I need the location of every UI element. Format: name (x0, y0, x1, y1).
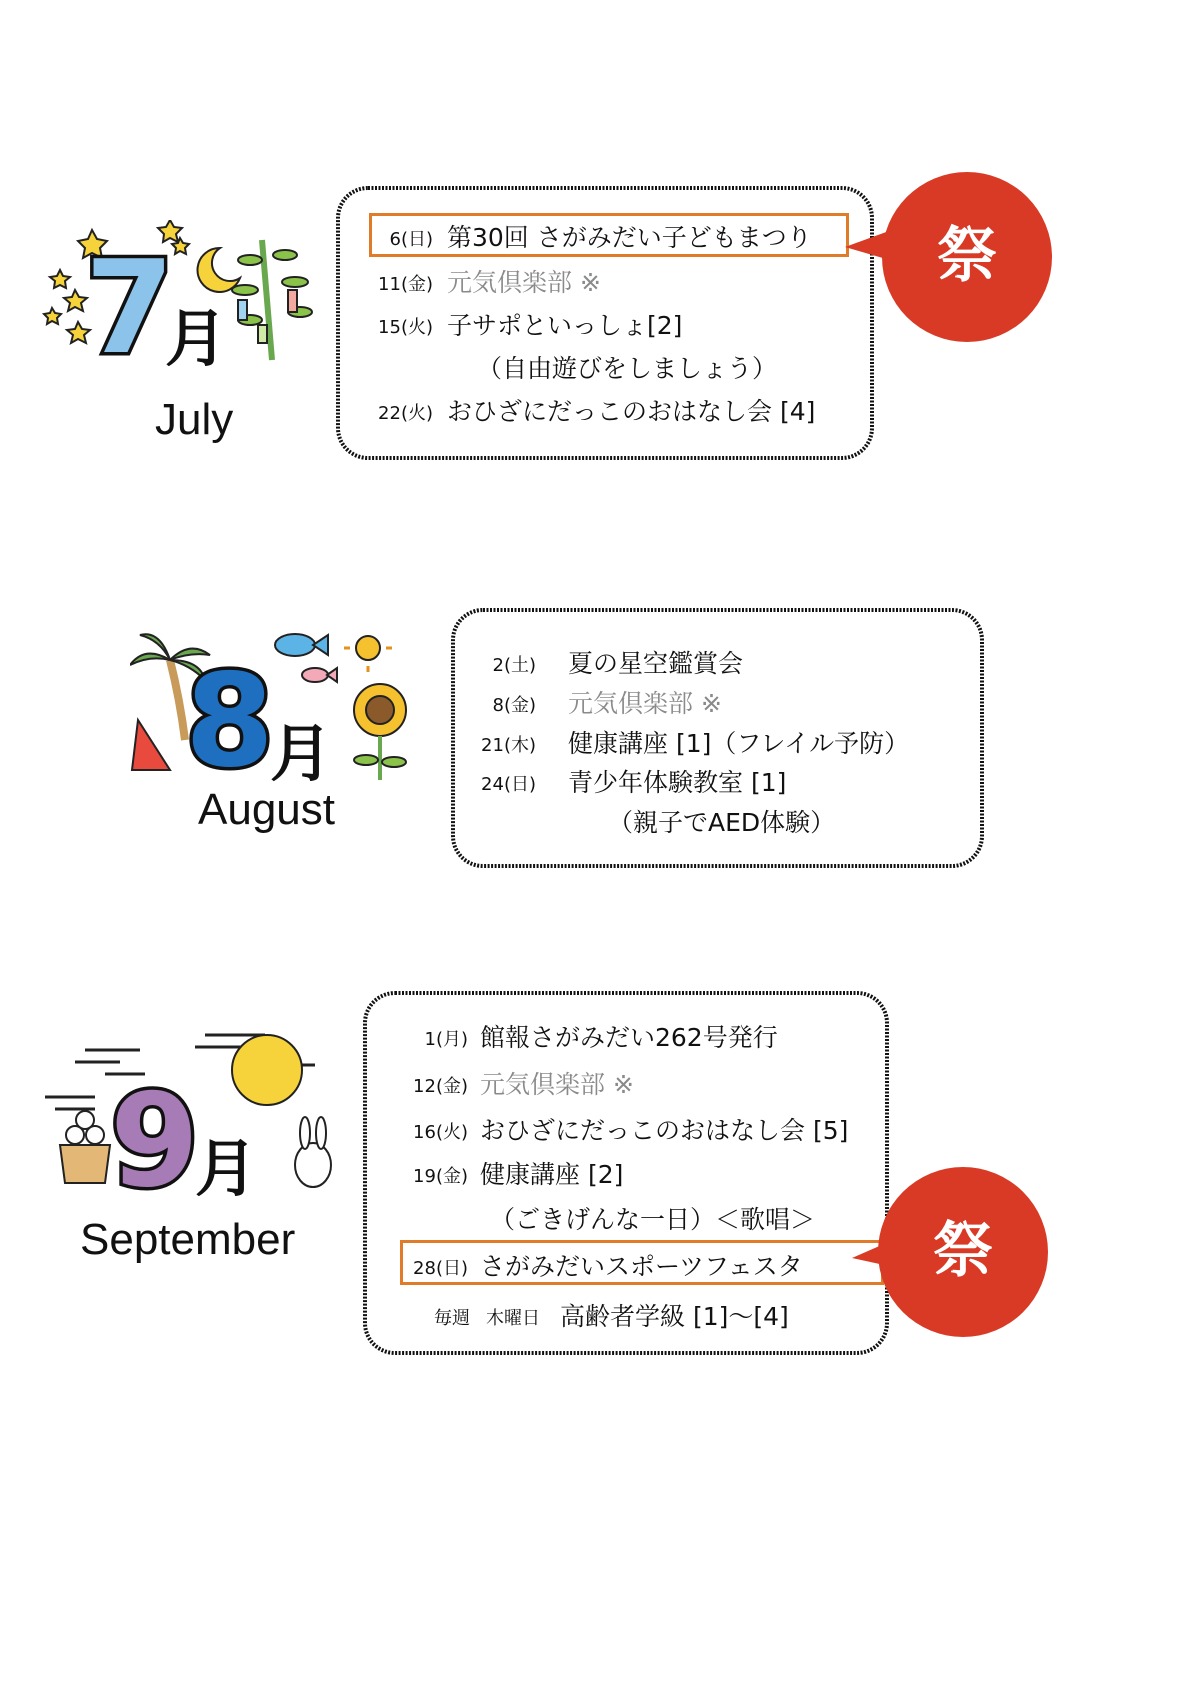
event-title: おひざにだっこのおはなし会 [4] (447, 397, 816, 426)
sunflower-icon (354, 684, 406, 780)
september-month-heading (45, 1025, 355, 1200)
event-day: 19(金) (413, 1166, 468, 1187)
july-event-box (335, 185, 875, 461)
september-festival-badge (878, 1167, 1048, 1337)
event-title: 健康講座 [2] (480, 1160, 624, 1189)
full-moon-icon (232, 1035, 302, 1105)
event-title: おひざにだっこのおはなし会 [5] (480, 1116, 849, 1145)
event-title: 青少年体験教室 [1] (568, 768, 787, 797)
event-title: 高齢者学級 [1]〜[4] (560, 1302, 789, 1331)
july-digit: 7 (85, 234, 175, 383)
september-english-label: September (80, 1215, 296, 1264)
event-day: 22(火) (378, 403, 433, 424)
event-day: 毎週 (434, 1308, 470, 1329)
event-title: 夏の星空鑑賞会 (568, 649, 744, 678)
festival-badge-label: 祭 (937, 221, 997, 291)
tsukimi-dango-icon (60, 1111, 110, 1183)
watermelon-icon (132, 720, 170, 770)
event-weekday: 木曜日 (486, 1308, 540, 1329)
event-day: 16(火) (413, 1122, 468, 1143)
event-title: 元気倶楽部 ※ (480, 1070, 634, 1099)
event-subtitle: （ごきげんな一日）＜歌唱＞ (490, 1205, 816, 1234)
event-title: 館報さがみだい262号発行 (480, 1023, 778, 1052)
festival-badge-label: 祭 (933, 1216, 993, 1286)
august-digit: 8 (185, 647, 275, 790)
july-english-label: July (155, 395, 234, 444)
tanabata-bamboo-icon (232, 240, 312, 360)
event-day: 21(木) (481, 735, 536, 756)
event-day: 11(金) (378, 274, 433, 295)
september-event-box (362, 990, 890, 1356)
august-month-heading (130, 630, 440, 790)
event-title: さがみだいスポーツフェスタ (480, 1252, 803, 1281)
event-subtitle: （自由遊びをしましょう） (477, 354, 778, 383)
sun-icon (344, 630, 392, 672)
event-title: 子サポといっしょ[2] (447, 311, 683, 340)
event-day: 1(月) (424, 1029, 468, 1050)
august-event-box (450, 607, 985, 869)
event-day: 12(金) (413, 1076, 468, 1097)
august-kanji: 月 (270, 717, 333, 790)
august-english-label: August (198, 785, 335, 834)
moon-icon (198, 248, 240, 292)
event-day: 15(火) (378, 317, 433, 338)
event-title: 健康講座 [1]（フレイル予防） (568, 729, 910, 758)
event-day: 8(金) (492, 695, 536, 716)
september-digit: 9 (110, 1067, 200, 1200)
july-kanji: 月 (165, 302, 228, 375)
event-title: 第30回 さがみだい子どもまつり (447, 223, 812, 252)
event-day: 2(土) (492, 655, 536, 676)
event-title: 元気倶楽部 ※ (447, 268, 601, 297)
july-festival-badge (882, 172, 1052, 342)
event-day: 28(日) (413, 1258, 468, 1279)
event-title: 元気倶楽部 ※ (568, 689, 722, 718)
event-day: 6(日) (389, 229, 433, 250)
rabbit-icon (295, 1117, 331, 1187)
fish-icon (275, 634, 337, 682)
september-kanji: 月 (195, 1132, 258, 1200)
july-month-heading (40, 220, 350, 400)
event-day: 24(日) (481, 774, 536, 795)
event-subtitle: （親子でAED体験） (608, 808, 836, 837)
